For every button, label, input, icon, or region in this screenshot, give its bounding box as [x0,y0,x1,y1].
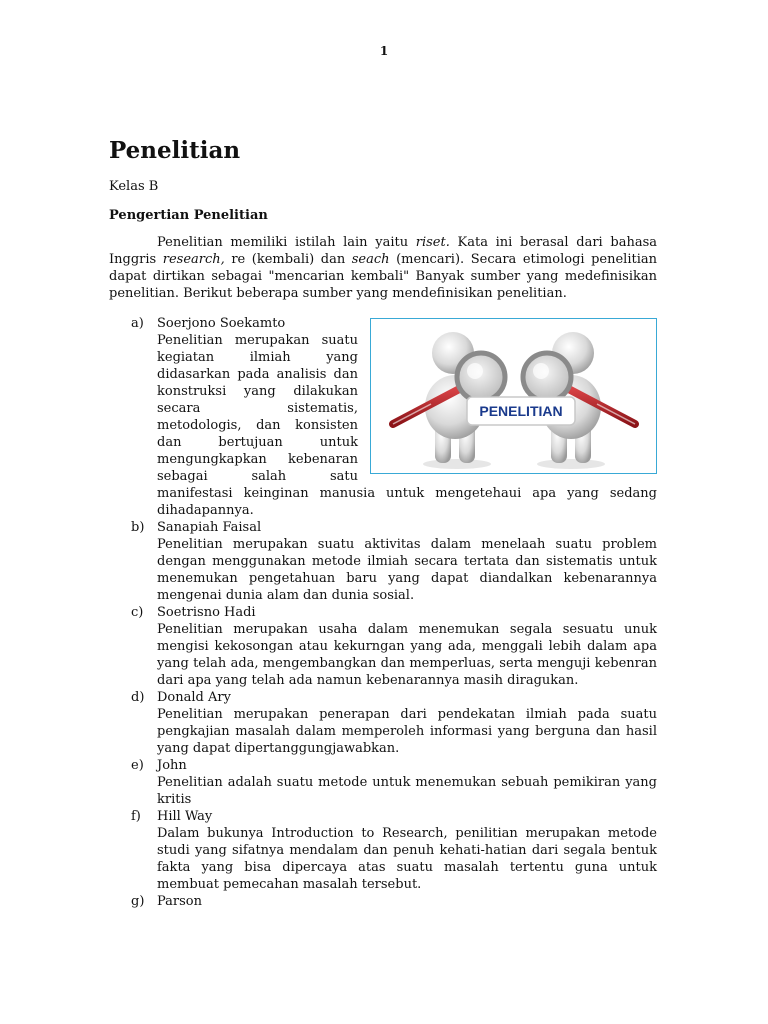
definition-marker: a) [131,316,144,331]
definition-item [109,604,657,689]
definition-item [109,893,657,910]
intro-text-4: (mencari). Secara etimologi penelitian dapat dirtikan sebagai "mencarian kembali" Banyak sumber yang medefinisikan penelitian. Berikut beberapa sumber yang mendefinisikan penelitian. [109,252,658,301]
definition-item [109,315,657,519]
definition-source: John [157,758,187,773]
intro-text-3: re (kembali) dan [224,252,352,267]
definition-item [109,808,657,893]
definition-marker: g) [131,894,145,909]
page-title: Penelitian [109,137,241,164]
term-seach: seach [351,252,390,267]
definition-marker: b) [131,520,145,535]
definition-source: Parson [157,894,202,909]
illustration-frame [370,318,657,474]
definition-marker: f) [131,809,141,824]
definitions-list [109,315,657,910]
definition-item [109,757,657,808]
definition-text: Penelitian merupakan suatu aktivitas dalam menelaah suatu problem dengan menggunakan metode ilmiah secara tertata dan sistematis untuk menemukan pengetahuan baru yang dapat diandalkan kebenarannya mengenai dunia alam dan dunia sosial. [157,537,657,603]
definition-text: Dalam bukunya Introduction to Research, penilitian merupakan metode studi yang sifatnya mendalam dan penuh kehati-hatian dari segala bentuk fakta yang bisa dipercaya atas suatu masalah tertentu guna untuk membuat pemecahan masalah tersebut. [157,826,657,892]
document-body [109,136,657,910]
definition-source: Donald Ary [157,690,231,705]
definition-marker: e) [131,758,144,773]
definition-source: Hill Way [157,809,213,824]
page-number: 1 [379,44,389,58]
illustration-label: PENELITIAN [479,403,563,419]
definition-text: Penelitian merupakan usaha dalam menemukan segala sesuatu unuk mengisi kekosongan atau kekurngan yang ada, menggali lebih dalam apa yang telah ada, mengembangkan dan memperluas, serta menguji kebenran dari apa yang telah ada namun kebenarannya masih diragukan. [157,622,657,688]
intro-paragraph [109,234,657,302]
definition-text: Penelitian merupakan suatu kegiatan ilmiah yang didasarkan pada analisis dan konstruksi yang dilakukan secara sistematis, metodologis, dan konsisten dan bertujuan untuk mengungkapkan kebenaran sebagai salah satu manifestasi keinginan manusia untuk mengetehaui apa yang sedang dihadapannya. [157,333,657,518]
definition-text: Penelitian merupakan penerapan dari pendekatan ilmiah pada suatu pengkajian masalah dalam memperoleh informasi yang berguna dan hasil yang dapat dipertanggungjawabkan. [157,707,657,756]
class-label: Kelas B [109,179,159,194]
definition-source: Soetrisno Hadi [157,605,256,620]
definition-item [109,519,657,604]
definition-item [109,689,657,757]
intro-text-1: Penelitian memiliki istilah lain yaitu [157,235,416,250]
definition-marker: d) [131,690,145,705]
definition-marker: c) [131,605,144,620]
magnifier-figures-icon [371,319,655,472]
definition-source: Soerjono Soekamto [157,316,286,331]
section-heading: Pengertian Penelitian [109,208,268,223]
term-research: research, [162,252,225,267]
intro-text-2: Kata ini berasal dari bahasa Inggris [109,235,657,267]
definition-text: Penelitian adalah suatu metode untuk menemukan sebuah pemikiran yang kritis [157,775,657,807]
definition-source: Sanapiah Faisal [157,520,262,535]
term-riset: riset. [415,235,450,250]
